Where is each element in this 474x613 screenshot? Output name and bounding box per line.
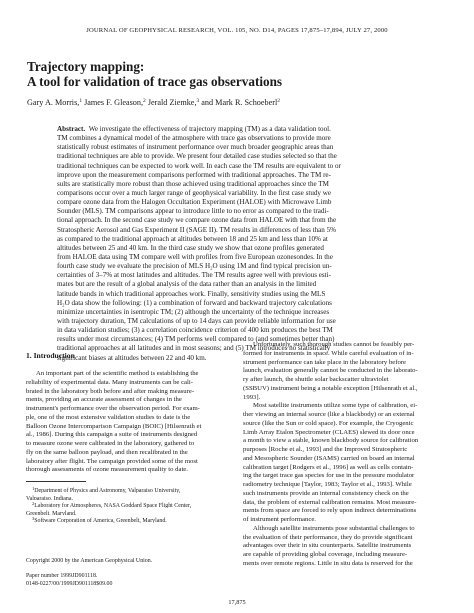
- copyright-line: Paper number 1999JD901118.: [26, 573, 98, 579]
- paragraph-line: ther viewing an internal source (like a blackbody) or an external: [243, 411, 415, 418]
- copyright-line: Copyright 2000 by the American Geophysical Union.: [26, 558, 153, 564]
- affiliation-text: Greenbelt, Maryland.: [26, 510, 77, 515]
- abstract-line: TM combines a dynamical model of the atmosphere with trace gas observations to provide more: [57, 134, 331, 143]
- author-name: Gary A. Morris,: [27, 98, 80, 107]
- abstract-line: Sounder (MLS). TM comparisons appear to introduce little to no error as compared to the tradi-: [57, 207, 329, 216]
- author-list: [27, 98, 447, 107]
- affiliation-mark: 2: [32, 501, 35, 506]
- affiliation-line: [26, 485, 233, 493]
- paragraph-line: radiometry technique [Taylor, 1983; Taylor et al., 1993]. While: [243, 481, 412, 488]
- paragraph-line: (SSBUV) instrument being a notable exception [Hilsenrath et al.,: [243, 384, 418, 392]
- paragraph-line: 1993].: [243, 393, 261, 401]
- right-column-text: [243, 341, 450, 569]
- abstract-line: as compared to the traditional approach at altitudes between 18 and 25 km and less than 10% at: [57, 234, 328, 243]
- paragraph-line: formed for instruments in space. While careful evaluation of in-: [243, 349, 414, 357]
- author-affil-mark: 1: [79, 98, 83, 104]
- paragraph-line: Limb Array Etalon Spectrometer (CLAES) slewed its door once: [243, 428, 415, 436]
- paragraph-line: ple, one of the most extensive validation studies to date is the: [26, 413, 191, 421]
- affiliation-line: [26, 515, 233, 523]
- affiliation-text: Valparaiso, Indiana.: [26, 495, 73, 500]
- abstract-line: certainties of 3–7% at most latitudes and altitudes. The TM results agree well with previous esti-: [57, 271, 331, 280]
- author-affil-mark: 3: [196, 98, 200, 104]
- paragraph-line: Balloon Ozone Intercomparison Campaign (BOIC) [Hilsenrath et: [26, 422, 202, 430]
- title-line-2: A tool for validation of trace gas observations: [27, 73, 283, 89]
- abstract-line: in data validation studies; (3) a correlation coincidence criterion of 400 km produces the best TM: [57, 326, 333, 335]
- paragraph-line: advantages over their in situ counterparts. Satellite instruments: [243, 542, 412, 550]
- abstract-line: latitude bands in which traditional approaches work. Finally, sensitivity studies using the MLS: [57, 289, 326, 298]
- abstract-text: We investigate the effectiveness of trajectory mapping (TM) as a data validation tool.: [88, 125, 331, 133]
- paragraph-line: ments over remote regions. Little in situ data is reserved for the: [243, 559, 413, 567]
- abstract-line: Stratospheric Aerosol and Gas Experiment II (SAGE II). TM results in differences of less than 5%: [57, 225, 337, 234]
- affiliation-mark: 3: [32, 516, 35, 521]
- author-name: and Mark R. Schoeberl: [199, 98, 278, 107]
- abstract-line: tional approach. In the second case study we compare ozone data from HALOE with that from the: [57, 216, 337, 225]
- affiliation-footnotes: [26, 485, 233, 523]
- abstract-heading: Abstract.: [57, 125, 86, 133]
- abstract-line: minimize uncertainties in isentropic TM; (2) although the uncertainty of the technique increases: [57, 307, 330, 316]
- abstract-line: significant biases at altitudes between 22 and 40 km.: [57, 353, 207, 362]
- abstract-line: [57, 125, 419, 134]
- paragraph-line: data, the problem of external calibration remains. Most measure-: [243, 498, 417, 506]
- author-name: James F. Gleason,: [82, 98, 144, 107]
- footnote-rule: [26, 481, 86, 482]
- abstract-line: improve upon the measurement comparisons performed with traditional approaches. The TM re-: [57, 170, 331, 179]
- abstract: [57, 125, 419, 363]
- paragraph-line: the evaluation of their performance, they do provide significant: [243, 533, 413, 541]
- affiliation-text: Software Corporation of America, Greenbelt, Maryland.: [34, 518, 167, 523]
- abstract-line: statistically robust estimates of instrument performance over much broader geographic areas than: [57, 143, 334, 152]
- author-affil-mark: 2: [143, 98, 146, 104]
- paragraph-line: brated in the laboratory both before and after making measure-: [26, 387, 195, 395]
- paragraph-line: source (like the Sun or cold space). For example, the Cryogenic: [243, 419, 414, 427]
- affiliation-line: [26, 493, 233, 501]
- copyright-line: 0148-0227/00/1999JD901118$09.00: [26, 580, 113, 587]
- paragraph-line: ments from space are forced to rely upon indirect determinations: [243, 507, 417, 515]
- affiliation-line: [26, 508, 233, 516]
- abstract-line: from HALOE data using TM compare well with profiles from five European ozonesondes. In the: [57, 252, 333, 261]
- paragraph-line: ry after launch, the shuttle solar backscatter ultraviolet: [243, 376, 389, 383]
- paragraph-line: of instrument performance.: [243, 516, 316, 523]
- paragraph-line: Although satellite instruments pose substantial challenges to: [253, 524, 415, 532]
- abstract-line: mates but are the result of a global analysis of the data rather than an analysis in the limited: [57, 280, 317, 289]
- author-name: Jerald Ziemke,: [145, 98, 197, 107]
- paragraph-line: thorough assessments of ozone measurement quality to date.: [26, 466, 188, 474]
- paragraph-line: reliability of experimental data. Many instruments can be cali-: [26, 378, 193, 386]
- abstract-line: sults are statistically more robust than those achieved using traditional approaches since the TM: [57, 179, 329, 188]
- abstract-line: results under most circumstances; (4) TM performs well compared to (and sometimes better than): [57, 335, 335, 344]
- paragraph-line: and Mesospheric Sounder (ISAMS) carried on board an internal: [243, 454, 415, 462]
- paragraph-line: fly on the same balloon payload, and then recalibrated in the: [26, 448, 188, 456]
- paragraph-line: An important part of the scientific method is establishing the: [36, 370, 199, 377]
- paragraph-line: such instruments provide an internal consistency check on the: [243, 489, 409, 497]
- abstract-line: comparisons occur over a much larger range of geophysical variability. In the first case study we: [57, 188, 331, 197]
- abstract-line: H₂O data show the following: (1) a combination of forward and backward trajectory calculations: [57, 298, 332, 307]
- paragraph-line: purposes [Roche et al., 1993] and the Improved Stratospheric: [243, 446, 408, 453]
- page-number: 17,875: [228, 599, 246, 606]
- abstract-line: fourth case study we evaluate the precision of MLS H₂O using 1M and find typical precision un-: [57, 262, 332, 271]
- paragraph-line: ments, providing an accurate assessment of changes in the: [26, 396, 182, 404]
- paragraph-line: Most satellite instruments utilize some type of calibration, ei-: [253, 402, 418, 410]
- paragraph-line: are capable of providing global coverage, including measure-: [243, 551, 408, 558]
- running-head: JOURNAL OF GEOPHYSICAL RESEARCH, VOL. 105, NO. D14, PAGES 17,875–17,894, JULY 27, 2000: [86, 27, 388, 34]
- paragraph-line: ing the target trace gas species for use in the pressure modulator: [243, 472, 415, 480]
- affiliation-text: Laboratory for Atmospheres, NASA Goddard Space Flight Center,: [34, 503, 192, 508]
- abstract-line: compare ozone data from the Halogen Occultation Experiment (HALOE) with Microwave Limb: [57, 198, 332, 207]
- paragraph-line: al., 1986]. During this campaign a suite of instruments designed: [26, 431, 198, 439]
- copyright-line: [26, 566, 233, 574]
- affiliation-mark: 1: [32, 486, 35, 491]
- paragraph-line: launch, evaluation generally cannot be conducted in the laborato-: [243, 367, 418, 375]
- section-heading-introduction: 1. Introduction: [26, 351, 75, 360]
- affiliation-line: [26, 500, 233, 508]
- abstract-line: with trajectory duration, TM calculations of up to 14 days can provide reliable information for use: [57, 316, 336, 325]
- author-affil-mark: 2: [277, 98, 280, 104]
- abstract-line: traditional techniques are able to provide. We present four detailed case studies selected so that the: [57, 152, 337, 161]
- abstract-line: traditional techniques can be expected to work well. In each case the TM results are equivalent to or: [57, 161, 341, 170]
- paragraph-line: calibration target [Rodgers et al., 1996] as well as cells contain-: [243, 463, 414, 471]
- paragraph-line: a month to view a stable, known blackbody source for calibration: [243, 437, 419, 445]
- copyright-notice: [26, 558, 233, 588]
- paragraph-line: to measure ozone were calibrated in the laboratory, gathered to: [26, 440, 195, 447]
- paragraph-line: instrument's performance over the observation period. For exam-: [26, 405, 200, 412]
- paragraph-line: laboratory after flight. The campaign provided some of the most: [26, 457, 198, 465]
- abstract-line: altitudes between 25 and 40 km. In the third case study we show that ozone profiles generated: [57, 243, 324, 252]
- title-line-1: Trajectory mapping:: [27, 59, 145, 74]
- paragraph-line: Unfortunately, such thorough studies cannot be feasibly per-: [253, 341, 415, 348]
- paragraph-line: strument performance can take place in the laboratory before: [243, 358, 407, 366]
- left-column-text: [26, 370, 233, 475]
- paper-title: [27, 60, 447, 89]
- abstract-line: traditional approaches at all latitudes and in most seasons; and (5) TM introduces no statistically: [57, 344, 331, 353]
- affiliation-text: Department of Physics and Astronomy, Valparaiso University,: [34, 488, 181, 493]
